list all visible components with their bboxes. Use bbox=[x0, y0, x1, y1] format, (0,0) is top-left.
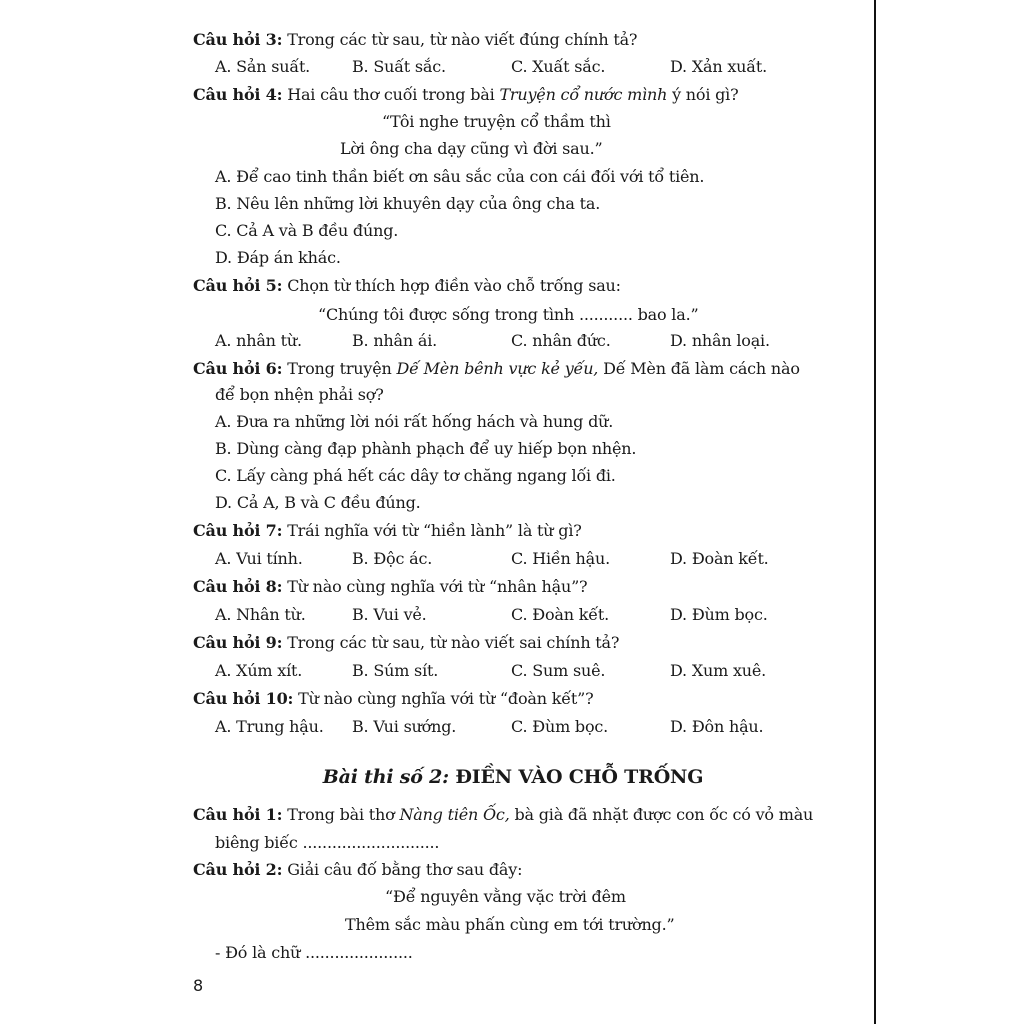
question-text: Trong bài thơ bbox=[282, 805, 400, 824]
s2-question-2 bbox=[193, 859, 522, 881]
option-a: A. Sản suất. bbox=[215, 57, 311, 76]
question-text: Hai câu thơ cuối trong bài bbox=[282, 85, 500, 104]
option-c: C. Đoàn kết. bbox=[511, 605, 609, 624]
option-d: D. Cả A, B và C đều đúng. bbox=[215, 493, 421, 512]
question-3 bbox=[193, 29, 637, 51]
poem-title: Nàng tiên Ốc, bbox=[399, 805, 510, 824]
fill-blank: biêng biếc ............................ bbox=[215, 833, 440, 852]
option-b: B. Nêu lên những lời khuyên dạy của ông cha ta. bbox=[215, 194, 601, 213]
poem-line: “Tôi nghe truyện cổ thầm thì bbox=[382, 112, 611, 131]
option-c: C. Xuất sắc. bbox=[511, 57, 606, 76]
option-d: D. Đôn hậu. bbox=[670, 717, 764, 736]
question-label: Câu hỏi 8: bbox=[193, 577, 283, 596]
option-c: C. Cả A và B đều đúng. bbox=[215, 221, 399, 240]
poem-line: Thêm sắc màu phấn cùng em tới trường.” bbox=[345, 915, 675, 934]
question-text: Từ nào cùng nghĩa với từ “đoàn kết”? bbox=[293, 689, 594, 708]
option-a: A. Vui tính. bbox=[215, 549, 303, 568]
question-label: Câu hỏi 3: bbox=[193, 30, 283, 49]
section-number: Bài thi số 2: bbox=[322, 766, 449, 788]
quote-line: “Chúng tôi được sống trong tình ........... bao la.” bbox=[318, 305, 699, 324]
poem-line: “Để nguyên vằng vặc trời đêm bbox=[385, 887, 626, 906]
question-label: Câu hỏi 6: bbox=[193, 359, 283, 378]
option-a: A. Trung hậu. bbox=[215, 717, 324, 736]
question-text: Giải câu đố bằng thơ sau đây: bbox=[282, 860, 523, 879]
option-d: D. Đáp án khác. bbox=[215, 248, 341, 267]
question-label: Câu hỏi 10: bbox=[193, 689, 294, 708]
question-text: Trong các từ sau, từ nào viết sai chính tả? bbox=[282, 633, 620, 652]
option-d: D. Xum xuê. bbox=[670, 661, 767, 680]
option-a: A. nhân từ. bbox=[215, 331, 302, 350]
question-text: Dế Mèn đã làm cách nào bbox=[598, 359, 800, 378]
question-7 bbox=[193, 520, 582, 542]
option-a: A. Xúm xít. bbox=[215, 661, 303, 680]
option-c: C. Đùm bọc. bbox=[511, 717, 609, 736]
question-5 bbox=[193, 275, 621, 297]
page-number: 8 bbox=[193, 976, 203, 995]
question-continuation: để bọn nhện phải sợ? bbox=[215, 385, 384, 404]
question-label: Câu hỏi 9: bbox=[193, 633, 283, 652]
question-text: Trái nghĩa với từ “hiền lành” là từ gì? bbox=[282, 521, 582, 540]
s2-question-1 bbox=[193, 804, 813, 826]
question-10 bbox=[193, 688, 593, 710]
option-c: C. Hiền hậu. bbox=[511, 549, 610, 568]
story-title: Dế Mèn bênh vực kẻ yếu, bbox=[396, 359, 599, 378]
option-c: C. nhân đức. bbox=[511, 331, 611, 350]
question-6 bbox=[193, 358, 800, 380]
question-label: Câu hỏi 2: bbox=[193, 860, 283, 879]
option-b: B. Vui vẻ. bbox=[352, 605, 427, 624]
poem-line: Lời ông cha dạy cũng vì đời sau.” bbox=[340, 139, 603, 158]
question-9 bbox=[193, 632, 619, 654]
question-text: bà già đã nhặt được con ốc có vỏ màu bbox=[509, 805, 814, 824]
option-c: C. Sum suê. bbox=[511, 661, 606, 680]
option-d: D. nhân loại. bbox=[670, 331, 770, 350]
question-label: Câu hỏi 7: bbox=[193, 521, 283, 540]
option-a: A. Để cao tinh thần biết ơn sâu sắc của con cái đối với tổ tiên. bbox=[215, 167, 705, 186]
fill-blank: - Đó là chữ ...................... bbox=[215, 943, 413, 962]
question-label: Câu hỏi 5: bbox=[193, 276, 283, 295]
option-b: B. Độc ác. bbox=[352, 549, 433, 568]
question-label: Câu hỏi 1: bbox=[193, 805, 283, 824]
question-8 bbox=[193, 576, 587, 598]
option-b: B. Dùng càng đạp phành phạch để uy hiếp bọn nhện. bbox=[215, 439, 637, 458]
option-c: C. Lấy càng phá hết các dây tơ chăng ngang lối đi. bbox=[215, 466, 616, 485]
section-heading bbox=[193, 766, 833, 788]
question-4 bbox=[193, 84, 738, 106]
poem-title: Truyện cổ nước mình bbox=[499, 85, 668, 104]
question-text: ý nói gì? bbox=[667, 85, 739, 104]
page-edge-line bbox=[874, 0, 876, 1024]
option-b: B. Vui sướng. bbox=[352, 717, 457, 736]
option-b: B. nhân ái. bbox=[352, 331, 438, 350]
question-text: Từ nào cùng nghĩa với từ “nhân hậu”? bbox=[282, 577, 588, 596]
option-a: A. Đưa ra những lời nói rất hống hách và hung dữ. bbox=[215, 412, 614, 431]
question-text: Trong truyện bbox=[282, 359, 397, 378]
option-a: A. Nhân từ. bbox=[215, 605, 306, 624]
question-text: Chọn từ thích hợp điền vào chỗ trống sau: bbox=[282, 276, 621, 295]
question-label: Câu hỏi 4: bbox=[193, 85, 283, 104]
option-d: D. Đùm bọc. bbox=[670, 605, 768, 624]
option-b: B. Súm sít. bbox=[352, 661, 439, 680]
option-b: B. Suất sắc. bbox=[352, 57, 446, 76]
question-text: Trong các từ sau, từ nào viết đúng chính tả? bbox=[282, 30, 638, 49]
option-d: D. Đoàn kết. bbox=[670, 549, 769, 568]
section-title: ĐIỀN VÀO CHỖ TRỐNG bbox=[448, 766, 704, 788]
option-d: D. Xản xuất. bbox=[670, 57, 767, 76]
